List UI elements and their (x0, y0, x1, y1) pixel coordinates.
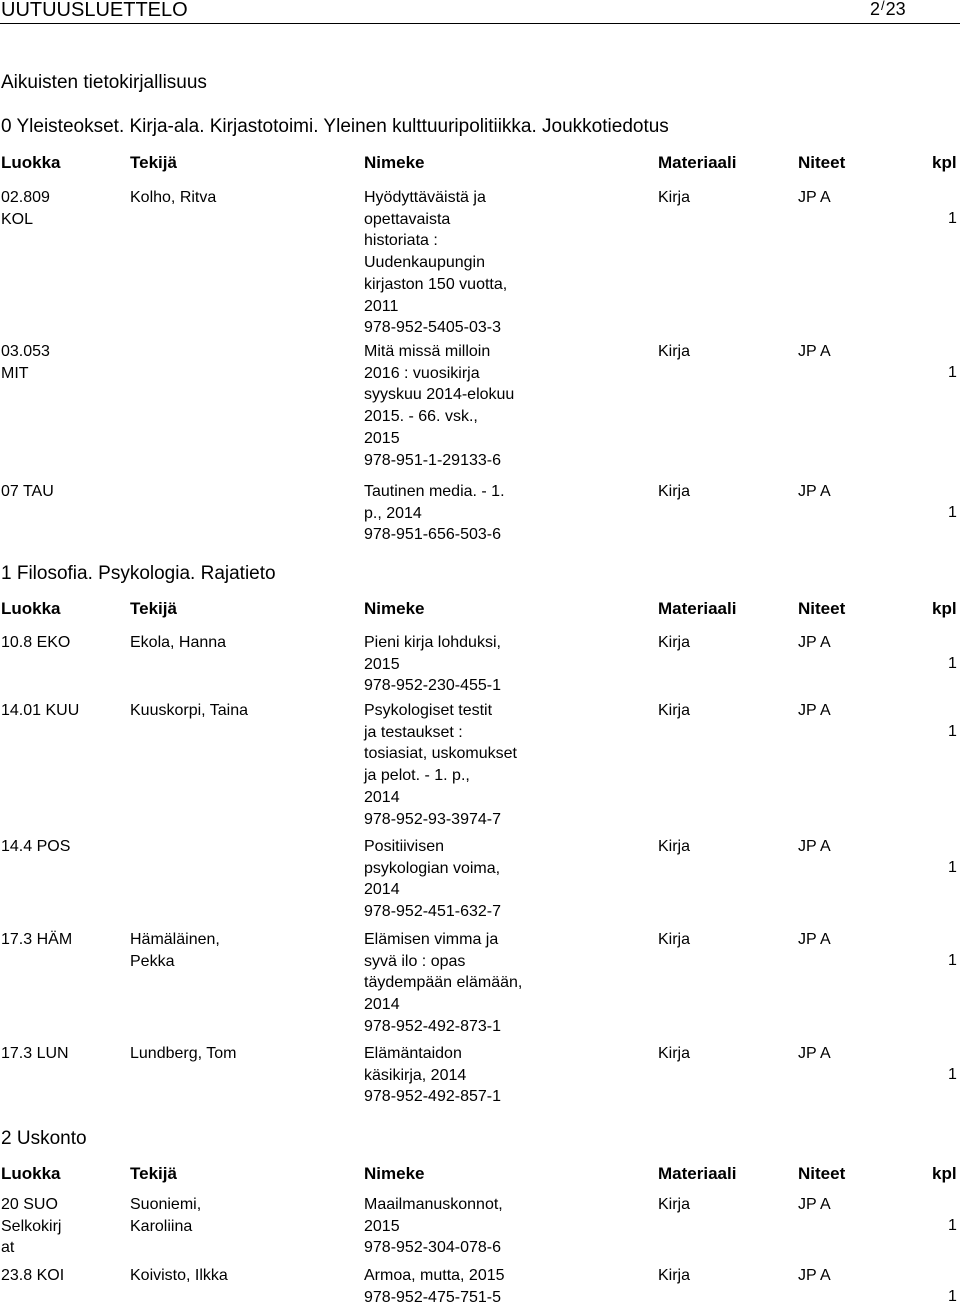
entry-nimeke-line: 978-952-451-632-7 (364, 903, 501, 921)
header-divider (0, 23, 960, 24)
entry-tekija (130, 187, 216, 209)
entry-kpl: 1 (948, 655, 957, 672)
entry-materiaali: Kirja (658, 1196, 691, 1213)
entry-nimeke-line: 2015 (364, 655, 400, 673)
entry-tekija (130, 1043, 236, 1065)
entry-luokka (1, 929, 72, 951)
col-materiaali: Materiaali (658, 599, 737, 618)
entry-nimeke-line: 978-952-230-455-1 (364, 677, 501, 695)
entry-nimeke-line: 2015. - 66. vsk., (364, 408, 478, 426)
col-kpl: kpl (932, 153, 957, 172)
entry-tekija (130, 632, 226, 654)
entry-nimeke-line: Mitä missä milloin (364, 343, 491, 360)
entry-tekija (130, 1194, 201, 1237)
col-tekija: Tekijä (130, 599, 177, 618)
col-nimeke: Nimeke (364, 153, 425, 172)
section-title: 2 Uskonto (1, 1128, 87, 1149)
col-niteet: Niteet (798, 1164, 846, 1183)
entry-tekija-line: Kuuskorpi, Taina (130, 702, 248, 719)
col-luokka: Luokka (1, 1164, 61, 1183)
entry-niteet: JP A (798, 1196, 831, 1213)
entry-luokka-line: 17.3 LUN (1, 1045, 69, 1062)
entry-luokka-line: at (1, 1239, 15, 1257)
entry-tekija (130, 929, 220, 972)
entry-materiaali: Kirja (658, 702, 691, 719)
entry-kpl: 1 (948, 210, 957, 227)
entry-luokka-line: KOL (1, 210, 34, 228)
entry-materiaali: Kirja (658, 1045, 691, 1062)
entry-nimeke-line: 978-951-1-29133-6 (364, 451, 501, 469)
page-separator: / (881, 0, 885, 13)
entry-luokka-line: 07 TAU (1, 483, 54, 500)
entry-nimeke-line: Elämisen vimma ja (364, 931, 499, 948)
page-total: 23 (885, 0, 906, 19)
column-header-row (0, 1164, 960, 1186)
entry-nimeke-line: ja pelot. - 1. p., (364, 767, 470, 785)
entry-niteet: JP A (798, 1267, 831, 1284)
entry-nimeke-line: ja testaukset : (364, 723, 463, 741)
entry-nimeke-line: Elämäntaidon (364, 1045, 462, 1062)
entry-kpl: 1 (948, 1066, 957, 1083)
entry-nimeke-line: p., 2014 (364, 504, 422, 522)
column-header-row (0, 153, 960, 175)
col-materiaali: Materiaali (658, 1164, 737, 1183)
page-number (870, 0, 906, 20)
entry-nimeke-line: 978-952-304-078-6 (364, 1239, 501, 1257)
entry-luokka-line: 23.8 KOI (1, 1267, 65, 1284)
entry-niteet: JP A (798, 702, 831, 719)
col-materiaali: Materiaali (658, 153, 737, 172)
entry-nimeke-line: 2015 (364, 1217, 400, 1235)
entry-nimeke-line: 978-952-492-857-1 (364, 1088, 501, 1106)
col-tekija: Tekijä (130, 153, 177, 172)
entry-luokka (1, 1194, 61, 1259)
entry-kpl: 1 (948, 1288, 957, 1305)
col-kpl: kpl (932, 1164, 957, 1183)
entry-nimeke-line: 2011 (364, 297, 399, 315)
page-heading: Aikuisten tietokirjallisuus (1, 72, 207, 93)
entry-luokka-line: 17.3 HÄM (1, 931, 73, 948)
col-kpl: kpl (932, 599, 957, 618)
entry-nimeke (364, 700, 517, 830)
entry-nimeke-line: 2015 (364, 429, 400, 447)
entry-tekija-line: Koivisto, Ilkka (130, 1267, 228, 1284)
entry-materiaali: Kirja (658, 483, 691, 500)
col-nimeke: Nimeke (364, 599, 425, 618)
entry-luokka (1, 700, 79, 722)
entry-luokka-line: 14.4 POS (1, 838, 71, 855)
col-tekija: Tekijä (130, 1164, 177, 1183)
entry-nimeke (364, 187, 507, 339)
entry-niteet: JP A (798, 483, 831, 500)
catalog-title: UUTUUSLUETTELO (1, 0, 188, 21)
entry-nimeke-line: syvä ilo : opas (364, 952, 466, 970)
entry-tekija (130, 700, 248, 722)
entry-nimeke (364, 1043, 501, 1108)
entry-niteet: JP A (798, 838, 831, 855)
entry-nimeke-line: 2016 : vuosikirja (364, 364, 480, 382)
col-nimeke: Nimeke (364, 1164, 425, 1183)
col-luokka: Luokka (1, 599, 61, 618)
col-niteet: Niteet (798, 599, 846, 618)
entry-luokka-line: Selkokirj (1, 1217, 62, 1235)
entry-luokka-line: 03.053 (1, 343, 50, 360)
entry-materiaali: Kirja (658, 1267, 691, 1284)
entry-nimeke-line: 2014 (364, 996, 400, 1014)
entry-kpl: 1 (948, 364, 957, 381)
entry-kpl: 1 (948, 1217, 957, 1234)
entry-nimeke (364, 632, 501, 697)
col-niteet: Niteet (798, 153, 846, 172)
entry-luokka (1, 481, 54, 503)
entry-materiaali: Kirja (658, 634, 691, 651)
entry-niteet: JP A (798, 343, 831, 360)
entry-tekija-line: Ekola, Hanna (130, 634, 227, 651)
entry-tekija (130, 1265, 228, 1287)
entry-luokka (1, 836, 70, 858)
entry-nimeke-line: Hyödyttäväistä ja (364, 189, 486, 206)
entry-nimeke-line: Tautinen media. - 1. (364, 483, 505, 500)
entry-nimeke-line: 978-952-492-873-1 (364, 1017, 501, 1035)
entry-nimeke-line: kirjaston 150 vuotta, (364, 275, 508, 293)
entry-materiaali: Kirja (658, 838, 691, 855)
column-header-row (0, 599, 960, 621)
entry-nimeke-line: täydempään elämään, (364, 974, 523, 992)
entry-niteet: JP A (798, 1045, 831, 1062)
entry-luokka (1, 1043, 69, 1065)
entry-luokka-line: 10.8 EKO (1, 634, 71, 651)
entry-kpl: 1 (948, 952, 957, 969)
entry-nimeke (364, 1194, 503, 1259)
entry-tekija-line: Karoliina (130, 1217, 193, 1235)
entry-materiaali: Kirja (658, 189, 691, 206)
entry-luokka (1, 187, 50, 230)
entry-materiaali: Kirja (658, 931, 691, 948)
entry-tekija-line: Kolho, Ritva (130, 189, 217, 206)
entry-luokka-line: 20 SUO (1, 1196, 58, 1213)
entry-luokka (1, 632, 70, 654)
section-title: 0 Yleisteokset. Kirja-ala. Kirjastotoimi. Yleinen kulttuuripolitiikka. Joukkotiedotus (1, 116, 669, 137)
entry-tekija-line: Pekka (130, 952, 175, 970)
entry-nimeke-line: 2014 (364, 881, 400, 899)
entry-niteet: JP A (798, 189, 831, 206)
entry-tekija-line: Hämäläinen, (130, 931, 220, 948)
entry-nimeke (364, 481, 505, 546)
entry-nimeke-line: psykologian voima, (364, 859, 501, 877)
entry-tekija-line: Lundberg, Tom (130, 1045, 237, 1062)
entry-nimeke-line: Armoa, mutta, 2015 (364, 1267, 505, 1284)
entry-nimeke-line: 2014 (364, 788, 400, 806)
entry-nimeke-line: Pieni kirja lohduksi, (364, 634, 501, 651)
entry-kpl: 1 (948, 859, 957, 876)
entry-tekija-line: Suoniemi, (130, 1196, 202, 1213)
entry-nimeke-line: 978-952-5405-03-3 (364, 319, 501, 337)
entry-nimeke-line: Uudenkaupungin (364, 254, 485, 272)
entry-niteet: JP A (798, 931, 831, 948)
entry-materiaali: Kirja (658, 343, 691, 360)
page-current: 2 (870, 0, 881, 19)
entry-nimeke-line: tosiasiat, uskomukset (364, 745, 517, 763)
entry-kpl: 1 (948, 723, 957, 740)
entry-nimeke-line: Psykologiset testit (364, 702, 493, 719)
entry-nimeke (364, 1265, 505, 1308)
entry-luokka-line: 14.01 KUU (1, 702, 80, 719)
entry-luokka-line: MIT (1, 364, 29, 382)
entry-luokka (1, 341, 50, 384)
entry-nimeke (364, 341, 514, 471)
entry-nimeke-line: 978-952-93-3974-7 (364, 810, 501, 828)
entry-nimeke (364, 929, 522, 1038)
col-luokka: Luokka (1, 153, 61, 172)
entry-nimeke-line: 978-952-475-751-5 (364, 1288, 501, 1306)
entry-nimeke-line: Positiivisen (364, 838, 445, 855)
entry-nimeke-line: opettavaista (364, 210, 451, 228)
entry-nimeke-line: käsikirja, 2014 (364, 1066, 467, 1084)
entry-nimeke-line: 978-951-656-503-6 (364, 526, 501, 544)
entry-niteet: JP A (798, 634, 831, 651)
entry-nimeke-line: historiata : (364, 232, 438, 250)
entry-nimeke (364, 836, 501, 923)
entry-luokka-line: 02.809 (1, 189, 50, 206)
entry-nimeke-line: syyskuu 2014-elokuu (364, 386, 515, 404)
entry-luokka (1, 1265, 64, 1287)
entry-kpl: 1 (948, 504, 957, 521)
entry-nimeke-line: Maailmanuskonnot, (364, 1196, 503, 1213)
section-title: 1 Filosofia. Psykologia. Rajatieto (1, 563, 276, 584)
